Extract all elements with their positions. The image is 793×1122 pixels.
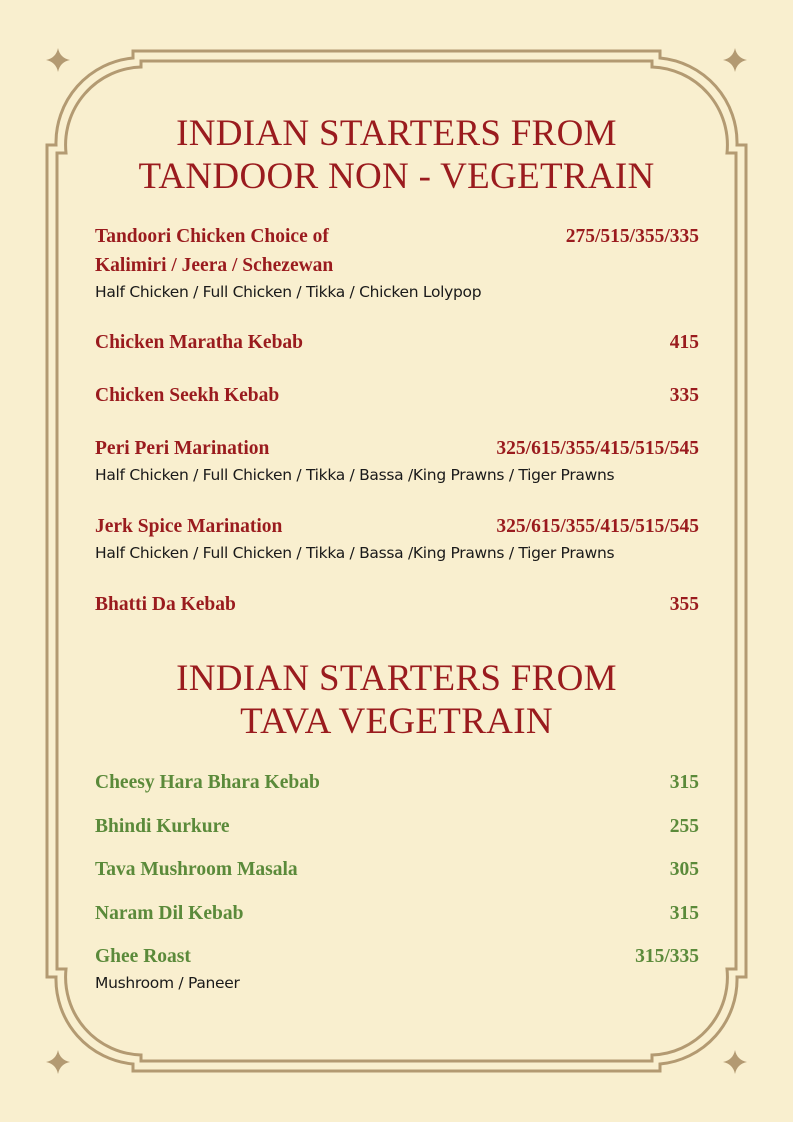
menu-item (95, 512, 699, 565)
item-name: Bhatti Da Kebab (95, 594, 236, 615)
menu-item (95, 222, 699, 304)
menu-item (95, 768, 699, 797)
title-line: INDIAN STARTERS FROM (176, 658, 617, 699)
item-name: Cheesy Hara Bhara Kebab (95, 772, 320, 793)
item-price: 275/515/355/335 (565, 226, 699, 247)
item-name: Chicken Maratha Kebab (95, 332, 304, 353)
item-name: Naram Dil Kebab (95, 903, 244, 924)
item-price: 315/335 (635, 946, 699, 967)
item-name: Tava Mushroom Masala (95, 859, 298, 880)
item-price: 315 (669, 903, 699, 924)
item-price: 315 (669, 772, 699, 793)
item-price: 415 (669, 332, 699, 353)
title-line: TANDOOR NON - VEGETRAIN (138, 156, 655, 197)
item-name: Chicken Seekh Kebab (95, 385, 280, 406)
item-price: 325/615/355/415/515/545 (496, 438, 699, 459)
section-title-nonveg (0, 112, 793, 198)
item-desc: Half Chicken / Full Chicken / Tikka / Bassa /King Prawns / Tiger Prawns (95, 466, 615, 484)
sparkle-icon (723, 48, 747, 72)
sparkle-icon (723, 1050, 747, 1074)
menu-item (95, 434, 699, 487)
section-title-veg (0, 657, 793, 743)
title-line: TAVA VEGETRAIN (240, 701, 553, 742)
item-name: Peri Peri Marination (95, 438, 270, 459)
item-desc: Half Chicken / Full Chicken / Tikka / Chicken Lolypop (95, 283, 482, 301)
item-price: 255 (669, 816, 699, 837)
menu-item (95, 328, 699, 357)
title-line: INDIAN STARTERS FROM (176, 113, 617, 154)
menu-item (95, 812, 699, 841)
sparkle-icon (46, 1050, 70, 1074)
item-price: 335 (669, 385, 699, 406)
menu-item (95, 942, 699, 995)
item-name: Tandoori Chicken Choice of (95, 226, 329, 247)
item-name: Ghee Roast (95, 946, 191, 967)
item-desc: Half Chicken / Full Chicken / Tikka / Bassa /King Prawns / Tiger Prawns (95, 544, 615, 562)
item-name: Jerk Spice Marination (95, 516, 283, 537)
item-price: 305 (669, 859, 699, 880)
menu-item (95, 381, 699, 410)
menu-item (95, 855, 699, 884)
item-price: 355 (669, 594, 699, 615)
item-name: Bhindi Kurkure (95, 816, 230, 837)
menu-item (95, 590, 699, 619)
menu-item (95, 899, 699, 928)
item-price: 325/615/355/415/515/545 (496, 516, 699, 537)
item-desc: Mushroom / Paneer (95, 974, 240, 992)
sparkle-icon (46, 48, 70, 72)
item-name-cont: Kalimiri / Jeera / Schezewan (95, 255, 334, 276)
